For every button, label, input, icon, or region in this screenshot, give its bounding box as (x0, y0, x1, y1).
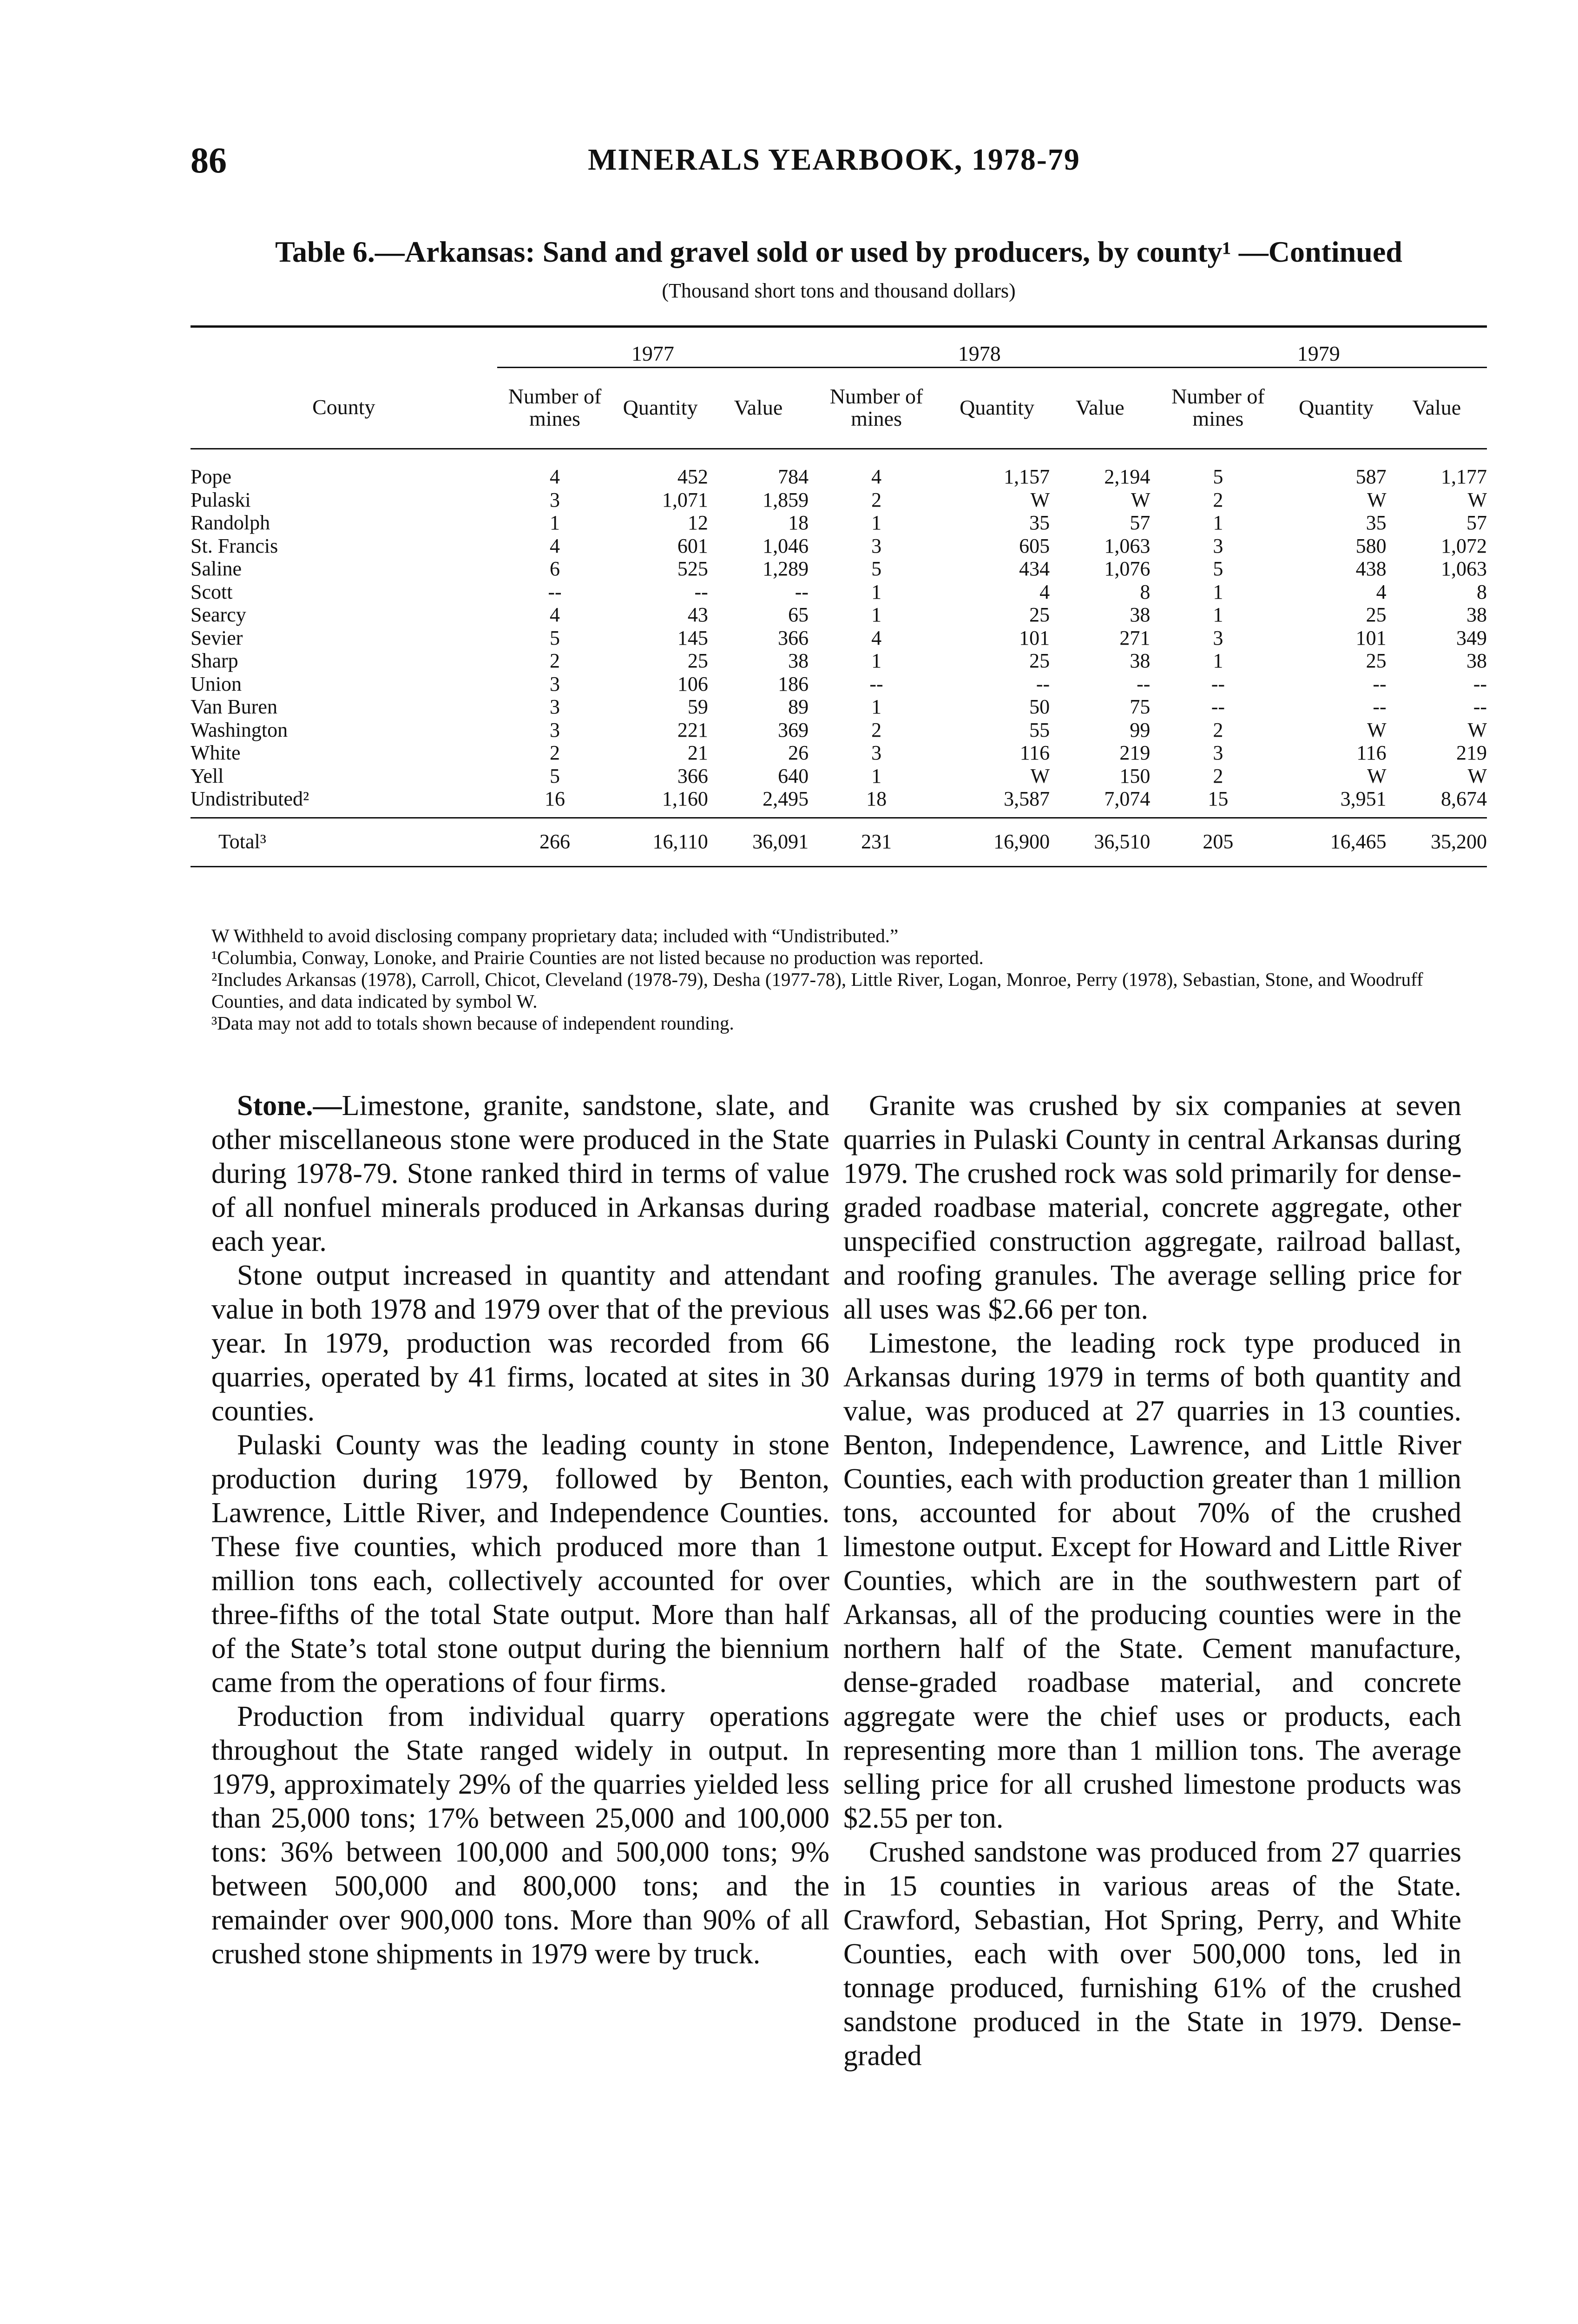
table-row (191, 465, 1487, 489)
table-cell: 2 (550, 741, 560, 764)
number-of-mines-header: Number of mines (1171, 384, 1265, 430)
table-cell: 525 (677, 557, 708, 580)
table-cell: 3,587 (1004, 787, 1050, 810)
table-cell: 2 (1213, 718, 1223, 741)
county-name: Randolph (191, 511, 270, 534)
table-cell: 219 (1456, 741, 1487, 764)
table-cell: -- (1373, 695, 1387, 718)
total-cell: 35,200 (1431, 830, 1487, 853)
paragraph: Stone output increased in quantity and attendant value in both 1978 and 1979 over that of the previous year. In 1979, production was recorded from 66 quarries, operated by 41 firms, located at sites in 30 counties. (211, 1260, 829, 1427)
table-title: Table 6.—Arkansas: Sand and gravel sold or used by producers, by county¹ —Continued (275, 235, 1402, 268)
year-1977: 1977 (497, 336, 809, 368)
table-row (191, 787, 1487, 811)
table-cell: 1,063 (1441, 557, 1487, 580)
paragraph: Limestone, the leading rock type produced in Arkansas during 1979 in terms of both quantity and value, was produced at 27 quarries in 13 counties. Benton, Independence, Lawrence, and Little River Counties, each with production greater than 1 million tons, accounted for about 70% of the crushed limestone output. Except for Howard and Little River Counties, which are in the southwestern part of Arkansas, all of the producing counties were in the northern half of the State. Cement manufacture, dense-graded roadbase material, and concrete aggregate were the chief uses or products, each representing more than 1 million tons. The average selling price for all crushed limestone products was $2.55 per ton. (843, 1327, 1461, 1834)
table-cell: 8,674 (1441, 787, 1487, 810)
table-body (191, 465, 1487, 811)
table-cell: 1,289 (763, 557, 809, 580)
table-cell: 25 (1029, 649, 1050, 672)
county-name: Pope (191, 465, 231, 488)
paragraph: Granite was crushed by six companies at seven quarries in Pulaski County in central Arkansas during 1979. The crushed rock was sold primarily for dense-graded roadbase material, concrete aggregate, other unspecified construction aggregate, railroad ballast, and roofing granules. The average selling price for all uses was $2.66 per ton. (843, 1090, 1461, 1325)
table-cell: 434 (1019, 557, 1050, 580)
county-name: Undistributed² (191, 787, 309, 810)
table-row (191, 489, 1487, 512)
table-cell: 25 (1366, 649, 1387, 672)
table-cell: 3 (1213, 534, 1223, 557)
table-cell: 605 (1019, 534, 1050, 557)
total-label: Total³ (218, 830, 266, 853)
total-cell: 266 (539, 830, 570, 853)
table-cell: 38 (1466, 603, 1487, 626)
value-header: Value (1075, 396, 1124, 419)
table-cell: 2,495 (763, 787, 809, 810)
table-cell: 25 (687, 649, 708, 672)
table-cell: 38 (1130, 649, 1151, 672)
table-cell: 366 (778, 626, 809, 649)
county-name: Van Buren (191, 695, 277, 718)
table-cell: 59 (687, 695, 708, 718)
table-cell: W (1030, 488, 1050, 511)
table-cell: 25 (1029, 603, 1050, 626)
table-cell: -- (869, 672, 883, 695)
running-header (191, 139, 1478, 191)
table-cell: W (1467, 718, 1487, 741)
year-header-row (191, 336, 1487, 368)
table-cell: 1,160 (662, 787, 708, 810)
county-name: Searcy (191, 603, 246, 626)
table-cell: 580 (1355, 534, 1387, 557)
table-cell: 3,951 (1340, 787, 1387, 810)
table-cell: 106 (677, 672, 708, 695)
table-cell: 5 (550, 764, 560, 787)
table-cell: 438 (1355, 557, 1387, 580)
total-cell: 36,091 (752, 830, 809, 853)
paragraph (211, 1089, 829, 1259)
table-cell: 38 (1130, 603, 1151, 626)
table-cell: 1 (871, 764, 882, 787)
table-cell: 1 (1213, 511, 1223, 534)
county-name: Union (191, 672, 242, 695)
county-name: Sharp (191, 649, 238, 672)
page-number: 86 (191, 140, 227, 180)
table-cell: 366 (677, 764, 708, 787)
table-cell: 99 (1130, 718, 1151, 741)
number-of-mines-header: Number of mines (508, 384, 602, 430)
table-cell: 784 (778, 465, 809, 488)
table-cell: 452 (677, 465, 708, 488)
table-cell: 1,076 (1104, 557, 1151, 580)
table-cell: 43 (687, 603, 708, 626)
table-cell: 4 (1039, 580, 1050, 603)
table-cell: 6 (550, 557, 560, 580)
table-cell: W (1367, 764, 1387, 787)
year-1978: 1978 (809, 336, 1150, 368)
table-cell: 116 (1019, 741, 1050, 764)
table-row (191, 695, 1487, 719)
table-cell: 4 (1376, 580, 1387, 603)
quantity-header: Quantity (1299, 396, 1374, 419)
table-row (191, 765, 1487, 788)
footnote-1: ¹Columbia, Conway, Lonoke, and Prairie Counties are not listed because no production was reported. (211, 947, 984, 968)
table-cell: 116 (1356, 741, 1387, 764)
table-cell: 5 (1213, 557, 1223, 580)
total-row (191, 818, 1487, 865)
table-cell: 1,071 (662, 488, 708, 511)
table-cell: 587 (1355, 465, 1387, 488)
table-cell: W (1131, 488, 1151, 511)
table-cell: 26 (788, 741, 809, 764)
table-cell: 221 (677, 718, 708, 741)
table-cell: 3 (550, 488, 560, 511)
table-cell: -- (1036, 672, 1050, 695)
table-cell: 3 (550, 695, 560, 718)
table-cell: 4 (550, 465, 560, 488)
table-cell: 3 (871, 741, 882, 764)
table-cell: 65 (788, 603, 809, 626)
table-cell: 150 (1119, 764, 1151, 787)
table-cell: -- (548, 580, 562, 603)
table-cell: 50 (1029, 695, 1050, 718)
table-cell: 89 (788, 695, 809, 718)
table-cell: 2 (871, 718, 882, 741)
table-cell: 7,074 (1104, 787, 1151, 810)
total-cell: 36,510 (1094, 830, 1151, 853)
section-lead: Stone.— (237, 1090, 342, 1122)
table-row (191, 649, 1487, 673)
table-cell: 1 (871, 511, 882, 534)
body-column-right (843, 1089, 1461, 2073)
table-cell: 5 (550, 626, 560, 649)
table-cell: 1 (550, 511, 560, 534)
table-cell: 57 (1130, 511, 1151, 534)
table-cell: 15 (1208, 787, 1229, 810)
table-cell: 2 (550, 649, 560, 672)
table-cell: -- (694, 580, 708, 603)
table-cell: 1,072 (1441, 534, 1487, 557)
value-header: Value (1412, 396, 1461, 419)
total-cell: 16,900 (993, 830, 1050, 853)
table-cell: 18 (788, 511, 809, 534)
county-header: County (312, 395, 375, 419)
table-cell: 219 (1119, 741, 1151, 764)
total-cell: 205 (1203, 830, 1234, 853)
sand-gravel-table (191, 325, 1487, 867)
table-cell: 2 (1213, 488, 1223, 511)
running-title: MINERALS YEARBOOK, 1978-79 (588, 143, 1080, 177)
column-header-row (191, 368, 1487, 448)
table-cell: 640 (778, 764, 809, 787)
table-cell: 1 (1213, 649, 1223, 672)
total-cell: 16,465 (1330, 830, 1387, 853)
table-cell: 1,157 (1004, 465, 1050, 488)
year-1979: 1979 (1150, 336, 1487, 368)
table-cell: 25 (1366, 603, 1387, 626)
table-cell: 1 (1213, 580, 1223, 603)
table-row (191, 741, 1487, 765)
table-row (191, 581, 1487, 604)
total-cell: 16,110 (652, 830, 708, 853)
table-cell: 8 (1477, 580, 1487, 603)
table-cell: W (1467, 488, 1487, 511)
footnote-w: W Withheld to avoid disclosing company proprietary data; included with “Undistributed.” (211, 925, 899, 946)
table-cell: 101 (1355, 626, 1387, 649)
table-cell: 2 (871, 488, 882, 511)
table-cell: 12 (687, 511, 708, 534)
table-row (191, 511, 1487, 535)
table-cell: 1 (871, 580, 882, 603)
county-name: Scott (191, 580, 233, 603)
table-cell: 1,859 (763, 488, 809, 511)
table-cell: 75 (1130, 695, 1151, 718)
table-cell: 2,194 (1104, 465, 1151, 488)
table-cell: 57 (1466, 511, 1487, 534)
county-name: White (191, 741, 241, 764)
table-cell: 55 (1029, 718, 1050, 741)
table-cell: -- (1373, 672, 1387, 695)
paragraph: Production from individual quarry operations throughout the State ranged widely in output. In 1979, approximately 29% of the quarries yielded less than 25,000 tons; 17% between 25,000 and 100,000 tons: 36% between 100,000 and 500,000 tons; 9% between 500,000 and 800,000 tons; and the remainder over 900,000 tons. More than 90% of all crushed stone shipments in 1979 were by truck. (211, 1701, 829, 1970)
total-cell: 231 (861, 830, 892, 853)
table-cell: 1 (1213, 603, 1223, 626)
footnote-3: ³Data may not add to totals shown because of independent rounding. (211, 1012, 734, 1034)
table-cell: -- (1211, 695, 1225, 718)
table-cell: -- (1473, 672, 1487, 695)
table-cell: 5 (1213, 465, 1223, 488)
table-footnotes (211, 925, 1475, 1034)
table-cell: 4 (871, 626, 882, 649)
table-cell: W (1367, 488, 1387, 511)
table-cell: W (1467, 764, 1487, 787)
table-cell: 3 (871, 534, 882, 557)
footnote-2: ²Includes Arkansas (1978), Carroll, Chicot, Cleveland (1978-79), Desha (1977-78), Little River, Logan, Monroe, Perry (1978), Sebastian, Stone, and Woodruff Counties, and data indicated by symbol W. (211, 969, 1423, 1012)
body-column-left (211, 1089, 829, 1971)
paragraph: Pulaski County was the leading county in stone production during 1979, followed by Benton, Lawrence, Little River, and Independence Counties. These five counties, which produced more than 1 million tons each, collectively accounted for over three-fifths of the total State output. More than half of the State’s total stone output during the biennium came from the operations of four firms. (211, 1429, 829, 1698)
table-cell: -- (1473, 695, 1487, 718)
table-cell: 101 (1019, 626, 1050, 649)
table-cell: 2 (1213, 764, 1223, 787)
table-row (191, 719, 1487, 742)
table-cell: 369 (778, 718, 809, 741)
table-cell: 1,063 (1104, 534, 1151, 557)
table-cell: W (1367, 718, 1387, 741)
county-name: Sevier (191, 626, 243, 649)
table-cell: 3 (1213, 741, 1223, 764)
table-cell: 8 (1140, 580, 1151, 603)
table-cell: 35 (1366, 511, 1387, 534)
county-name: Pulaski (191, 488, 251, 511)
table-cell: 38 (788, 649, 809, 672)
table-cell: 601 (677, 534, 708, 557)
table-row (191, 557, 1487, 581)
quantity-header: Quantity (960, 396, 1035, 419)
table-cell: 16 (545, 787, 565, 810)
county-name: Saline (191, 557, 242, 580)
table-cell: 1,046 (763, 534, 809, 557)
table-cell: 1 (871, 695, 882, 718)
table-cell: 1 (871, 603, 882, 626)
table-subtitle: (Thousand short tons and thousand dollars) (662, 279, 1016, 302)
table-row (191, 673, 1487, 696)
table-cell: 1 (871, 649, 882, 672)
value-header: Value (734, 396, 783, 419)
county-name: Washington (191, 718, 288, 741)
paragraph-text: Limestone, granite, sandstone, slate, and other miscellaneous stone were produced in the State during 1978-79. Stone ranked third in terms of value of all nonfuel minerals produced in Arkansas during each year. (211, 1090, 829, 1257)
table-cell: -- (1137, 672, 1151, 695)
table-cell: 35 (1029, 511, 1050, 534)
table-cell: -- (795, 580, 809, 603)
table-cell: 3 (550, 718, 560, 741)
table-cell: 145 (677, 626, 708, 649)
county-name: St. Francis (191, 534, 278, 557)
table-cell: 4 (550, 603, 560, 626)
paragraph: Crushed sandstone was produced from 27 quarries in 15 counties in various areas of the State. Crawford, Sebastian, Hot Spring, Perry, and White Counties, each with over 500,000 tons, led in tonnage produced, furnishing 61% of the crushed sandstone produced in the State in 1979. Dense-graded (843, 1836, 1461, 2072)
table-cell: W (1030, 764, 1050, 787)
table-cell: 38 (1466, 649, 1487, 672)
table-cell: 271 (1119, 626, 1151, 649)
table-cell: 18 (866, 787, 887, 810)
table-cell: 3 (550, 672, 560, 695)
quantity-header: Quantity (623, 396, 698, 419)
table-row (191, 535, 1487, 558)
table-cell: 21 (687, 741, 708, 764)
number-of-mines-header: Number of mines (829, 384, 923, 430)
county-name: Yell (191, 764, 224, 787)
table-row (191, 603, 1487, 627)
table-cell: -- (1211, 672, 1225, 695)
table-cell: 1,177 (1441, 465, 1487, 488)
table-row (191, 627, 1487, 650)
table-cell: 349 (1456, 626, 1487, 649)
table-cell: 4 (871, 465, 882, 488)
table-cell: 4 (550, 534, 560, 557)
table-cell: 3 (1213, 626, 1223, 649)
table-cell: 186 (778, 672, 809, 695)
table-cell: 5 (871, 557, 882, 580)
